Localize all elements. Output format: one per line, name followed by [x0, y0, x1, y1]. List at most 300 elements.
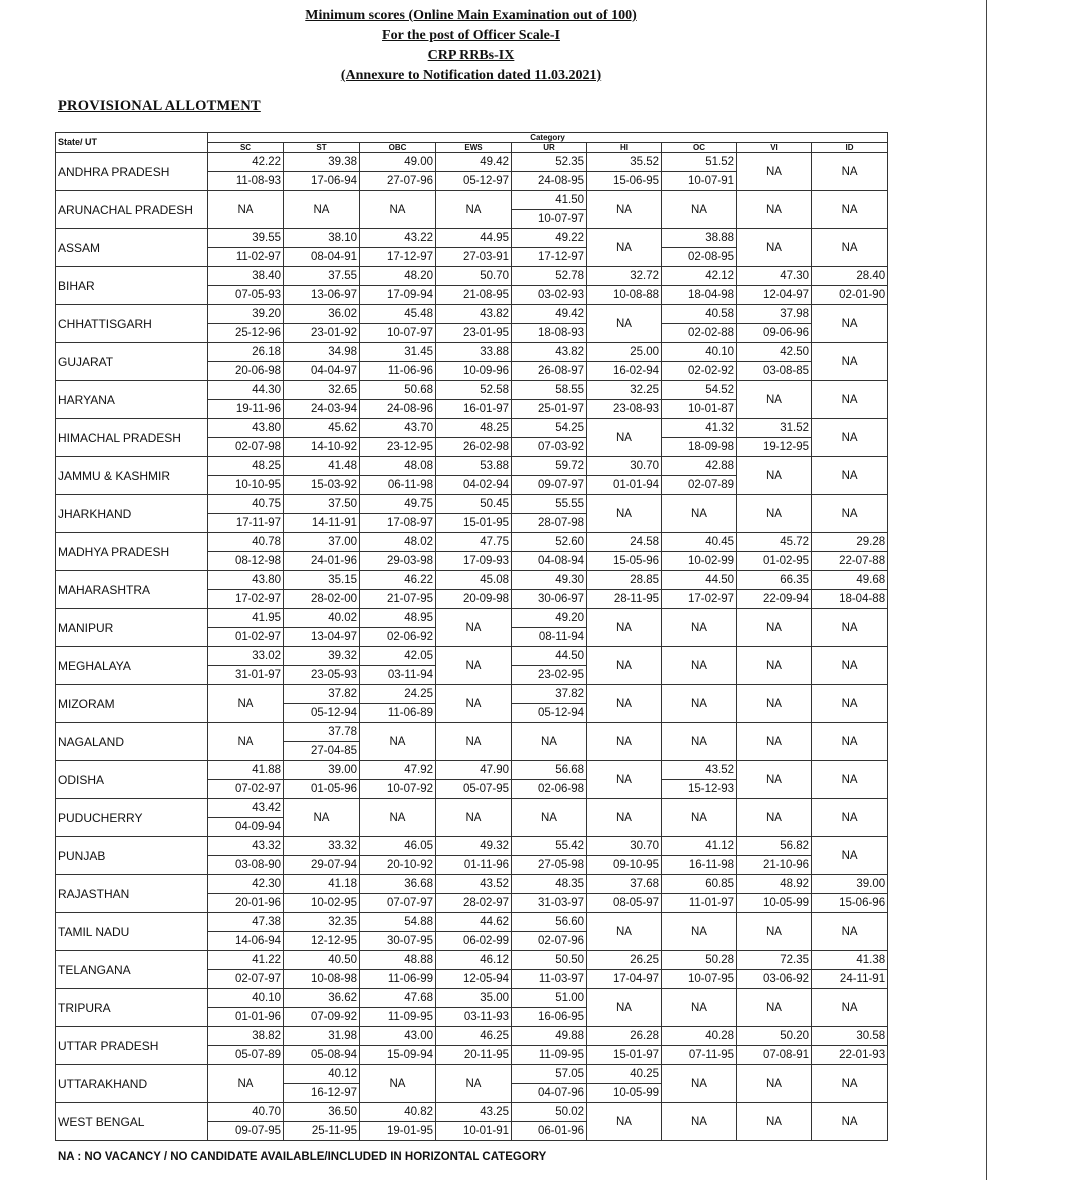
date-cell: 02-07-97 [208, 970, 284, 989]
state-name-cell: BIHAR [56, 267, 208, 305]
score-cell: 49.30 [512, 571, 587, 590]
date-cell: 15-06-96 [812, 894, 888, 913]
state-name-cell: MIZORAM [56, 685, 208, 723]
date-cell: 06-11-98 [360, 476, 436, 495]
date-cell: 19-01-95 [360, 1122, 436, 1141]
score-cell: 52.78 [512, 267, 587, 286]
date-cell: 23-02-95 [512, 666, 587, 685]
score-cell: 30.58 [812, 1027, 888, 1046]
date-cell: 16-02-94 [587, 362, 662, 381]
date-cell: 21-10-96 [737, 856, 812, 875]
category-header-cell: VI [737, 143, 812, 153]
date-cell: 11-09-95 [360, 1008, 436, 1027]
score-cell: 40.82 [360, 1103, 436, 1122]
na-cell: NA [436, 191, 512, 229]
score-cell: 32.72 [587, 267, 662, 286]
na-cell: NA [436, 799, 512, 837]
score-cell: 72.35 [737, 951, 812, 970]
score-cell: 44.95 [436, 229, 512, 248]
date-cell: 24-08-96 [360, 400, 436, 419]
score-cell: 40.70 [208, 1103, 284, 1122]
state-name-cell: NAGALAND [56, 723, 208, 761]
score-cell: 48.88 [360, 951, 436, 970]
na-cell: NA [737, 1065, 812, 1103]
date-cell: 17-12-97 [360, 248, 436, 267]
na-cell: NA [360, 191, 436, 229]
header-line-4: (Annexure to Notification dated 11.03.2021) [340, 68, 602, 83]
date-cell: 19-12-95 [737, 438, 812, 457]
score-cell: 49.42 [436, 153, 512, 172]
na-cell: NA [360, 799, 436, 837]
score-cell: 50.68 [360, 381, 436, 400]
table-row [56, 913, 888, 932]
na-cell: NA [587, 761, 662, 799]
na-cell: NA [812, 343, 888, 381]
na-cell: NA [662, 989, 737, 1027]
score-cell: 54.25 [512, 419, 587, 438]
score-cell: 28.85 [587, 571, 662, 590]
score-cell: 36.02 [284, 305, 360, 324]
minimum-scores-table [55, 132, 888, 1141]
date-cell: 22-01-93 [812, 1046, 888, 1065]
score-cell: 49.20 [512, 609, 587, 628]
date-cell: 24-03-94 [284, 400, 360, 419]
date-cell: 31-03-97 [512, 894, 587, 913]
na-cell: NA [587, 685, 662, 723]
score-cell: 52.35 [512, 153, 587, 172]
date-cell: 28-07-98 [512, 514, 587, 533]
score-cell: 59.72 [512, 457, 587, 476]
date-cell: 20-11-95 [436, 1046, 512, 1065]
table-row [56, 495, 888, 514]
na-cell: NA [587, 989, 662, 1027]
score-cell: 45.48 [360, 305, 436, 324]
date-cell: 02-07-96 [512, 932, 587, 951]
score-cell: 46.05 [360, 837, 436, 856]
score-cell: 44.50 [662, 571, 737, 590]
date-cell: 28-02-00 [284, 590, 360, 609]
score-cell: 39.32 [284, 647, 360, 666]
score-cell: 42.30 [208, 875, 284, 894]
na-cell: NA [737, 685, 812, 723]
score-cell: 56.60 [512, 913, 587, 932]
date-cell: 23-01-92 [284, 324, 360, 343]
score-cell: 37.98 [737, 305, 812, 324]
score-cell: 42.50 [737, 343, 812, 362]
score-cell: 39.55 [208, 229, 284, 248]
score-cell: 39.00 [812, 875, 888, 894]
table-row [56, 153, 888, 172]
score-cell: 41.18 [284, 875, 360, 894]
date-cell: 29-07-94 [284, 856, 360, 875]
score-cell: 41.48 [284, 457, 360, 476]
date-cell: 10-07-97 [360, 324, 436, 343]
score-cell: 32.25 [587, 381, 662, 400]
score-cell: 43.52 [662, 761, 737, 780]
score-cell: 43.80 [208, 419, 284, 438]
state-name-cell: ASSAM [56, 229, 208, 267]
section-title: PROVISIONAL ALLOTMENT [58, 98, 261, 114]
score-cell: 43.00 [360, 1027, 436, 1046]
date-cell: 28-02-97 [436, 894, 512, 913]
date-cell: 23-05-93 [284, 666, 360, 685]
state-name-cell: MEGHALAYA [56, 647, 208, 685]
date-cell: 05-08-94 [284, 1046, 360, 1065]
score-cell: 48.35 [512, 875, 587, 894]
score-cell: 40.45 [662, 533, 737, 552]
table-row [56, 761, 888, 780]
score-cell: 36.50 [284, 1103, 360, 1122]
date-cell: 19-11-96 [208, 400, 284, 419]
score-cell: 34.98 [284, 343, 360, 362]
date-cell: 18-04-88 [812, 590, 888, 609]
state-name-cell: JHARKHAND [56, 495, 208, 533]
date-cell: 07-08-91 [737, 1046, 812, 1065]
na-cell: NA [737, 1103, 812, 1141]
na-cell: NA [812, 723, 888, 761]
date-cell: 11-06-99 [360, 970, 436, 989]
date-cell: 23-01-95 [436, 324, 512, 343]
na-cell: NA [812, 1065, 888, 1103]
score-cell: 54.88 [360, 913, 436, 932]
state-name-cell: TAMIL NADU [56, 913, 208, 951]
date-cell: 03-11-93 [436, 1008, 512, 1027]
date-cell: 02-07-89 [662, 476, 737, 495]
table-row [56, 989, 888, 1008]
score-cell: 48.95 [360, 609, 436, 628]
state-name-cell: PUDUCHERRY [56, 799, 208, 837]
table-row [56, 343, 888, 362]
table-row [56, 647, 888, 666]
na-cell: NA [812, 229, 888, 267]
state-name-cell: GUJARAT [56, 343, 208, 381]
na-cell: NA [812, 305, 888, 343]
date-cell: 09-06-96 [737, 324, 812, 343]
score-cell: 56.82 [737, 837, 812, 856]
state-name-cell: UTTAR PRADESH [56, 1027, 208, 1065]
na-cell: NA [587, 191, 662, 229]
date-cell: 10-05-99 [587, 1084, 662, 1103]
date-cell: 17-09-94 [360, 286, 436, 305]
date-cell: 26-08-97 [512, 362, 587, 381]
na-cell: NA [436, 723, 512, 761]
date-cell: 18-09-98 [662, 438, 737, 457]
na-cell: NA [737, 761, 812, 799]
na-cell: NA [208, 191, 284, 229]
score-cell: 39.38 [284, 153, 360, 172]
state-name-cell: JAMMU & KASHMIR [56, 457, 208, 495]
date-cell: 16-12-97 [284, 1084, 360, 1103]
na-cell: NA [812, 457, 888, 495]
date-cell: 11-08-93 [208, 172, 284, 191]
date-cell: 14-11-91 [284, 514, 360, 533]
table-row [56, 837, 888, 856]
date-cell: 10-07-95 [662, 970, 737, 989]
date-cell: 20-06-98 [208, 362, 284, 381]
date-cell: 05-12-94 [512, 704, 587, 723]
score-cell: 41.95 [208, 609, 284, 628]
score-cell: 40.12 [284, 1065, 360, 1084]
document-header [200, 6, 742, 86]
na-cell: NA [360, 1065, 436, 1103]
state-name-cell: HARYANA [56, 381, 208, 419]
score-cell: 41.12 [662, 837, 737, 856]
date-cell: 02-02-92 [662, 362, 737, 381]
date-cell: 15-01-95 [436, 514, 512, 533]
date-cell: 07-09-92 [284, 1008, 360, 1027]
score-cell: 41.50 [512, 191, 587, 210]
state-name-cell: MANIPUR [56, 609, 208, 647]
score-cell: 30.70 [587, 837, 662, 856]
score-cell: 40.58 [662, 305, 737, 324]
na-cell: NA [436, 647, 512, 685]
date-cell: 25-11-95 [284, 1122, 360, 1141]
score-cell: 47.30 [737, 267, 812, 286]
na-cell: NA [737, 647, 812, 685]
score-cell: 48.08 [360, 457, 436, 476]
date-cell: 17-12-97 [512, 248, 587, 267]
date-cell: 10-07-92 [360, 780, 436, 799]
score-cell: 51.52 [662, 153, 737, 172]
na-cell: NA [662, 1103, 737, 1141]
score-cell: 55.55 [512, 495, 587, 514]
score-cell: 43.25 [436, 1103, 512, 1122]
date-cell: 16-01-97 [436, 400, 512, 419]
date-cell: 04-09-94 [208, 818, 284, 837]
date-cell: 15-12-93 [662, 780, 737, 799]
header-line-2: For the post of Officer Scale-I [382, 28, 560, 43]
na-cell: NA [512, 799, 587, 837]
category-header-cell: OBC [360, 143, 436, 153]
score-cell: 45.08 [436, 571, 512, 590]
date-cell: 10-02-95 [284, 894, 360, 913]
na-cell: NA [587, 913, 662, 951]
date-cell: 02-06-92 [360, 628, 436, 647]
date-cell: 13-06-97 [284, 286, 360, 305]
table-row [56, 533, 888, 552]
score-cell: 50.20 [737, 1027, 812, 1046]
na-cell: NA [812, 685, 888, 723]
score-cell: 36.68 [360, 875, 436, 894]
date-cell: 10-07-97 [512, 210, 587, 229]
date-cell: 02-07-98 [208, 438, 284, 457]
score-cell: 48.92 [737, 875, 812, 894]
score-cell: 44.50 [512, 647, 587, 666]
date-cell: 01-02-95 [737, 552, 812, 571]
date-cell: 15-09-94 [360, 1046, 436, 1065]
score-cell: 37.00 [284, 533, 360, 552]
na-cell: NA [436, 685, 512, 723]
table-row [56, 1103, 888, 1122]
na-cell: NA [737, 799, 812, 837]
na-cell: NA [812, 837, 888, 875]
na-cell: NA [512, 723, 587, 761]
score-cell: 55.42 [512, 837, 587, 856]
category-header: Category [208, 133, 888, 143]
score-cell: 37.78 [284, 723, 360, 742]
category-header-cell: ST [284, 143, 360, 153]
category-header-cell: SC [208, 143, 284, 153]
score-cell: 35.52 [587, 153, 662, 172]
date-cell: 02-06-98 [512, 780, 587, 799]
date-cell: 25-12-96 [208, 324, 284, 343]
score-cell: 37.82 [512, 685, 587, 704]
header-line-3: CRP RRBs-IX [427, 48, 515, 63]
date-cell: 02-01-90 [812, 286, 888, 305]
table-row [56, 1065, 888, 1084]
na-cell: NA [436, 1065, 512, 1103]
score-cell: 43.52 [436, 875, 512, 894]
table-row [56, 609, 888, 628]
score-cell: 29.28 [812, 533, 888, 552]
date-cell: 27-04-85 [284, 742, 360, 761]
date-cell: 12-12-95 [284, 932, 360, 951]
state-name-cell: ODISHA [56, 761, 208, 799]
score-cell: 46.25 [436, 1027, 512, 1046]
date-cell: 04-04-97 [284, 362, 360, 381]
na-cell: NA [812, 913, 888, 951]
date-cell: 17-08-97 [360, 514, 436, 533]
na-cell: NA [662, 799, 737, 837]
na-cell: NA [208, 685, 284, 723]
na-cell: NA [587, 647, 662, 685]
date-cell: 17-02-97 [208, 590, 284, 609]
score-cell: 44.30 [208, 381, 284, 400]
na-cell: NA [737, 153, 812, 191]
date-cell: 03-02-93 [512, 286, 587, 305]
score-cell: 57.05 [512, 1065, 587, 1084]
score-cell: 42.05 [360, 647, 436, 666]
score-cell: 37.55 [284, 267, 360, 286]
score-cell: 37.82 [284, 685, 360, 704]
date-cell: 13-04-97 [284, 628, 360, 647]
date-cell: 10-05-99 [737, 894, 812, 913]
date-cell: 03-11-94 [360, 666, 436, 685]
na-cell: NA [662, 685, 737, 723]
na-cell: NA [587, 495, 662, 533]
date-cell: 09-07-97 [512, 476, 587, 495]
score-cell: 25.00 [587, 343, 662, 362]
footer-note: NA : NO VACANCY / NO CANDIDATE AVAILABLE/INCLUDED IN HORIZONTAL CATEGORY [58, 1151, 547, 1163]
score-cell: 48.02 [360, 533, 436, 552]
score-cell: 39.00 [284, 761, 360, 780]
table-row [56, 1027, 888, 1046]
date-cell: 10-08-98 [284, 970, 360, 989]
score-cell: 43.80 [208, 571, 284, 590]
score-cell: 43.32 [208, 837, 284, 856]
date-cell: 07-03-92 [512, 438, 587, 457]
date-cell: 01-05-96 [284, 780, 360, 799]
date-cell: 10-02-99 [662, 552, 737, 571]
table-row [56, 799, 888, 818]
score-cell: 52.60 [512, 533, 587, 552]
na-cell: NA [662, 913, 737, 951]
score-cell: 48.25 [436, 419, 512, 438]
score-cell: 26.25 [587, 951, 662, 970]
table-row [56, 723, 888, 742]
na-cell: NA [587, 609, 662, 647]
score-cell: 49.42 [512, 305, 587, 324]
state-name-cell: ARUNACHAL PRADESH [56, 191, 208, 229]
date-cell: 14-06-94 [208, 932, 284, 951]
na-cell: NA [587, 305, 662, 343]
score-cell: 47.92 [360, 761, 436, 780]
score-cell: 40.78 [208, 533, 284, 552]
date-cell: 20-01-96 [208, 894, 284, 913]
date-cell: 18-08-93 [512, 324, 587, 343]
score-cell: 47.75 [436, 533, 512, 552]
na-cell: NA [812, 989, 888, 1027]
score-cell: 43.42 [208, 799, 284, 818]
score-cell: 30.70 [587, 457, 662, 476]
date-cell: 11-06-89 [360, 704, 436, 723]
date-cell: 28-11-95 [587, 590, 662, 609]
na-cell: NA [587, 419, 662, 457]
table-row [56, 305, 888, 324]
date-cell: 06-01-96 [512, 1122, 587, 1141]
score-cell: 66.35 [737, 571, 812, 590]
na-cell: NA [284, 799, 360, 837]
score-cell: 36.62 [284, 989, 360, 1008]
state-name-cell: UTTARAKHAND [56, 1065, 208, 1103]
score-cell: 35.00 [436, 989, 512, 1008]
date-cell: 06-02-99 [436, 932, 512, 951]
date-cell: 21-08-95 [436, 286, 512, 305]
date-cell: 15-05-96 [587, 552, 662, 571]
state-column-header: State/ UT [56, 133, 208, 153]
date-cell: 20-10-92 [360, 856, 436, 875]
score-cell: 31.52 [737, 419, 812, 438]
score-cell: 41.38 [812, 951, 888, 970]
date-cell: 22-09-94 [737, 590, 812, 609]
date-cell: 17-09-93 [436, 552, 512, 571]
date-cell: 08-05-97 [587, 894, 662, 913]
na-cell: NA [662, 1065, 737, 1103]
date-cell: 03-08-90 [208, 856, 284, 875]
na-cell: NA [812, 381, 888, 419]
score-cell: 40.75 [208, 495, 284, 514]
state-name-cell: TRIPURA [56, 989, 208, 1027]
category-header-cell: OC [662, 143, 737, 153]
date-cell: 24-11-91 [812, 970, 888, 989]
na-cell: NA [737, 723, 812, 761]
date-cell: 29-03-98 [360, 552, 436, 571]
date-cell: 05-12-97 [436, 172, 512, 191]
score-cell: 46.12 [436, 951, 512, 970]
score-cell: 33.02 [208, 647, 284, 666]
date-cell: 07-05-93 [208, 286, 284, 305]
score-cell: 40.10 [662, 343, 737, 362]
date-cell: 11-09-95 [512, 1046, 587, 1065]
score-cell: 51.00 [512, 989, 587, 1008]
date-cell: 17-06-94 [284, 172, 360, 191]
score-cell: 35.15 [284, 571, 360, 590]
na-cell: NA [587, 229, 662, 267]
score-cell: 41.88 [208, 761, 284, 780]
date-cell: 08-12-98 [208, 552, 284, 571]
date-cell: 17-04-97 [587, 970, 662, 989]
date-cell: 30-06-97 [512, 590, 587, 609]
date-cell: 01-01-96 [208, 1008, 284, 1027]
date-cell: 20-09-98 [436, 590, 512, 609]
score-cell: 37.68 [587, 875, 662, 894]
date-cell: 10-10-95 [208, 476, 284, 495]
score-cell: 53.88 [436, 457, 512, 476]
state-name-cell: CHHATTISGARH [56, 305, 208, 343]
score-cell: 45.72 [737, 533, 812, 552]
score-cell: 44.62 [436, 913, 512, 932]
state-name-cell: MADHYA PRADESH [56, 533, 208, 571]
